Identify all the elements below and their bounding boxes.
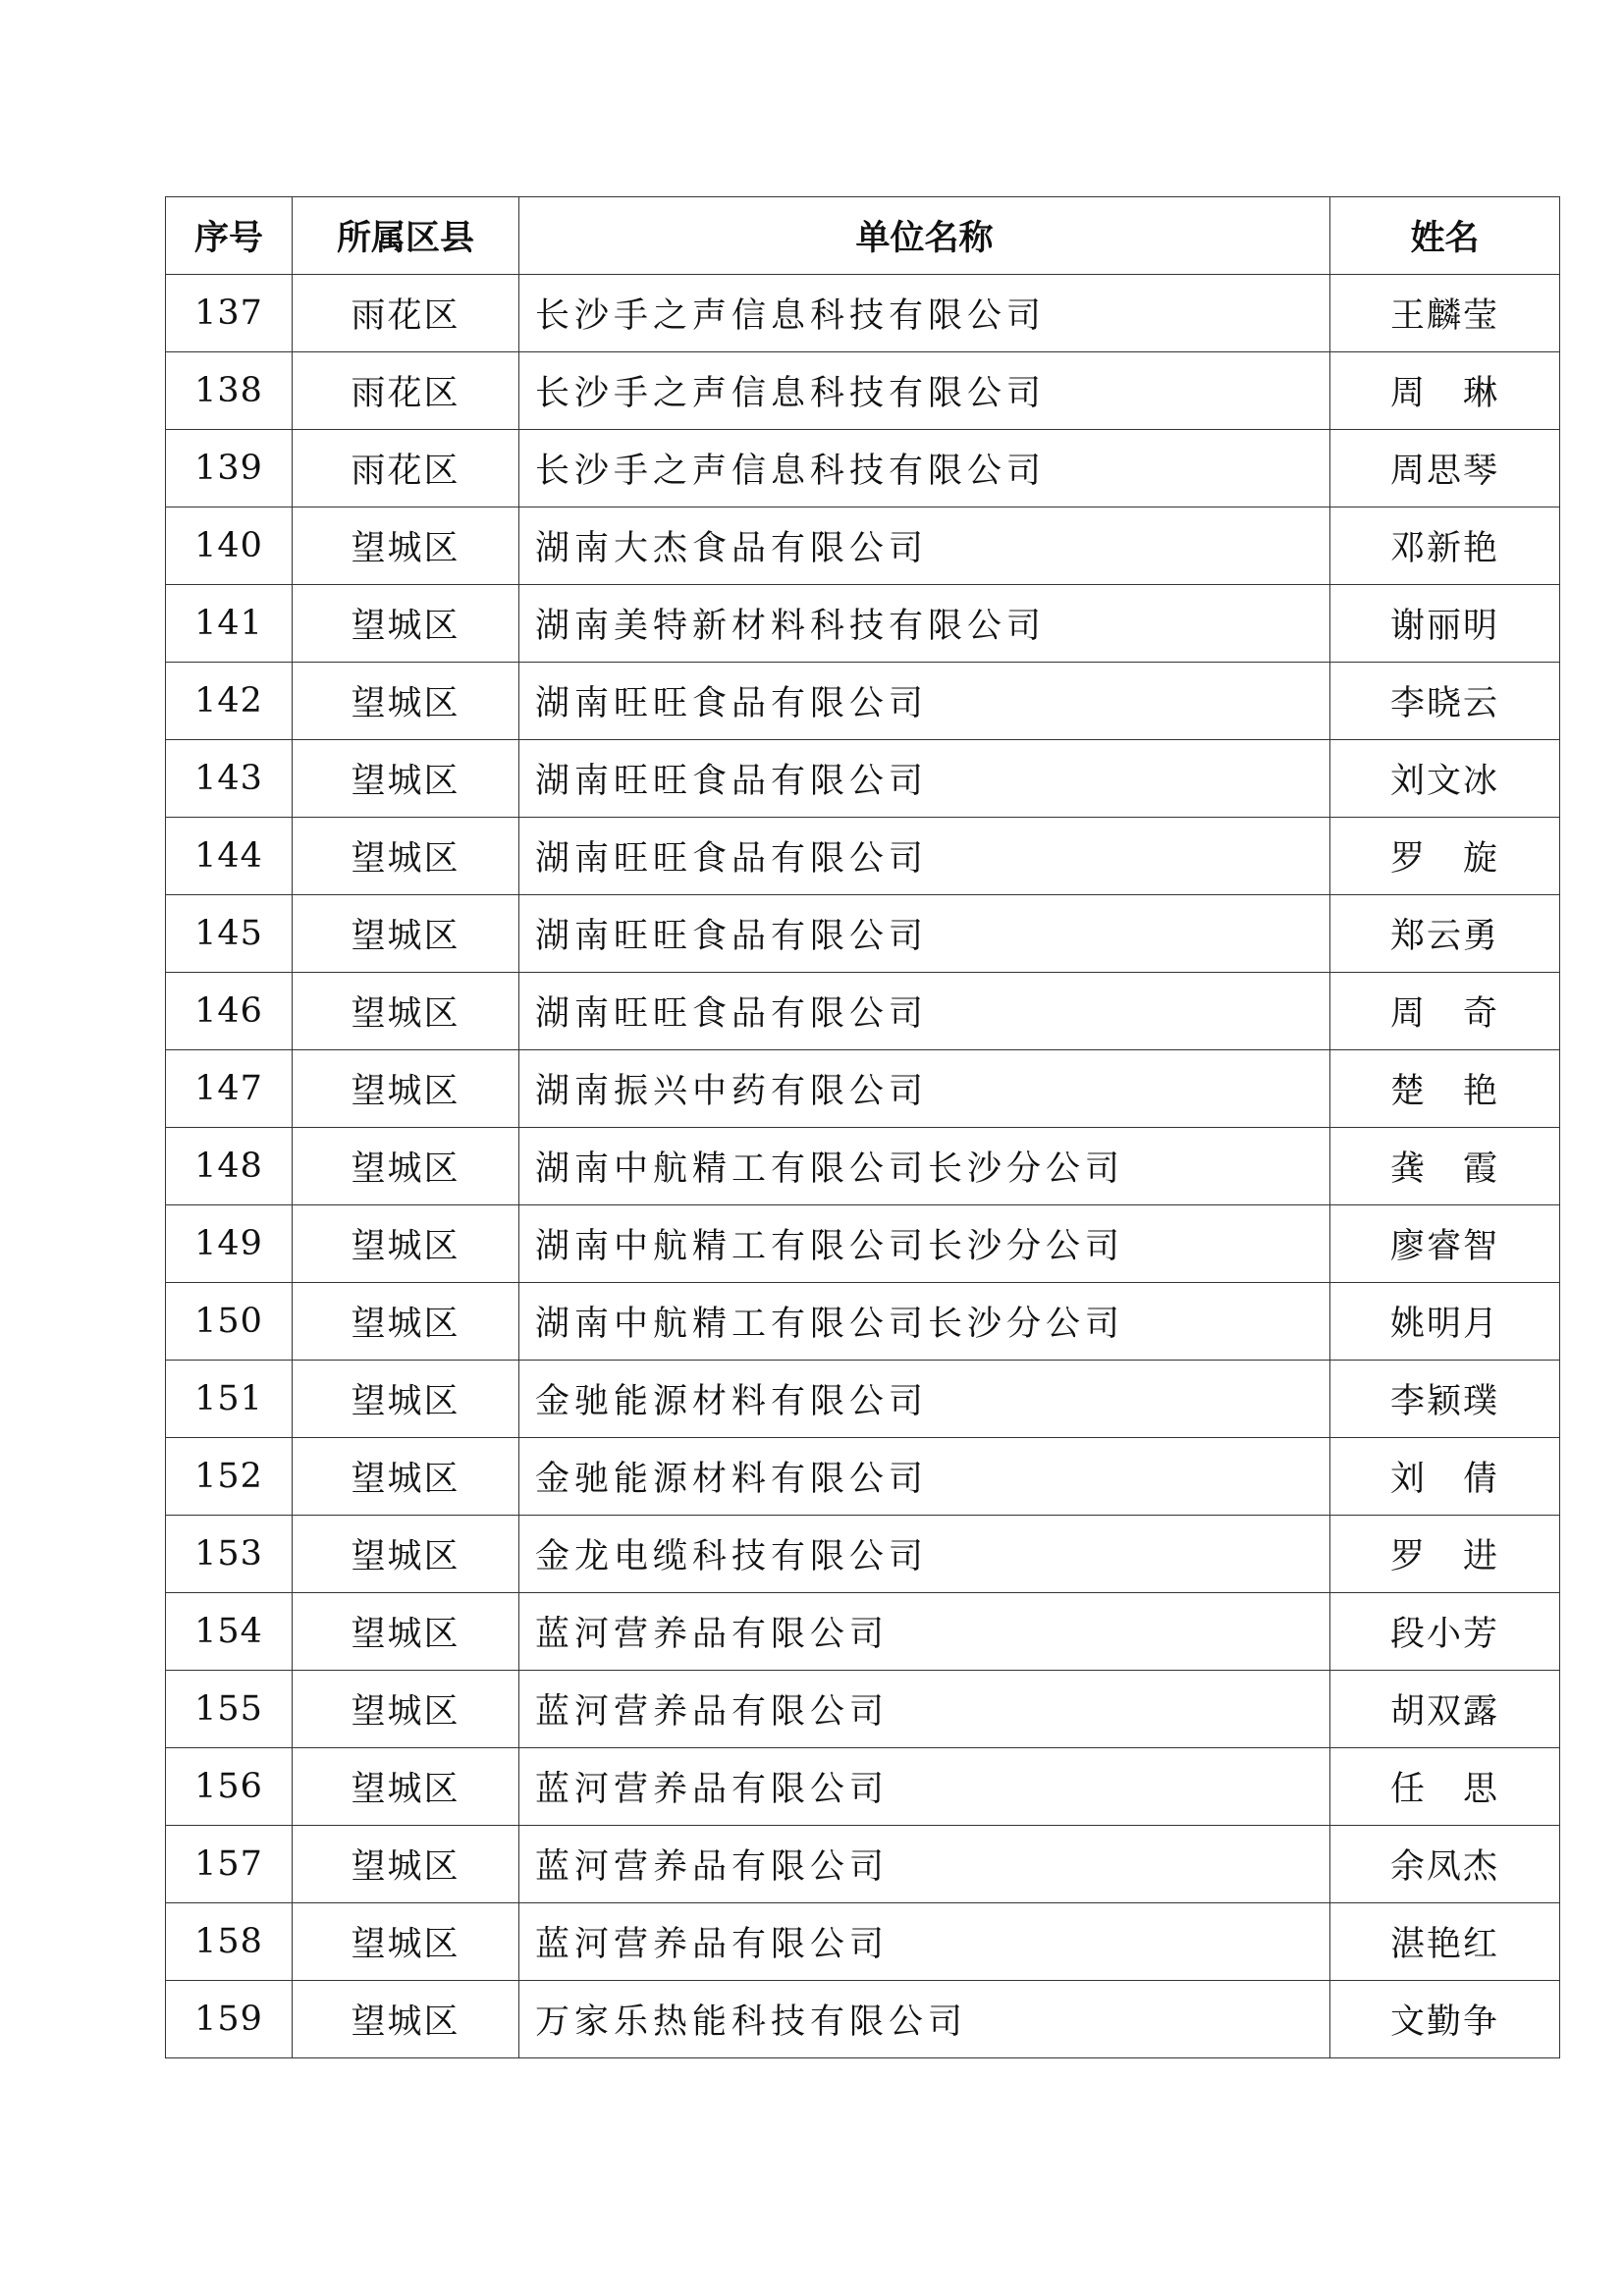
table-body bbox=[166, 275, 1560, 2058]
cell-unit: 湖南旺旺食品有限公司 bbox=[519, 895, 1330, 973]
cell-name: 周 琳 bbox=[1330, 352, 1560, 430]
cell-district: 雨花区 bbox=[293, 430, 519, 507]
cell-district: 望城区 bbox=[293, 1826, 519, 1903]
cell-name: 湛艳红 bbox=[1330, 1903, 1560, 1981]
cell-name: 李晓云 bbox=[1330, 663, 1560, 740]
table-row bbox=[166, 1050, 1560, 1128]
header-name: 姓名 bbox=[1330, 197, 1560, 275]
cell-district: 望城区 bbox=[293, 1748, 519, 1826]
cell-district: 望城区 bbox=[293, 663, 519, 740]
cell-unit: 金龙电缆科技有限公司 bbox=[519, 1516, 1330, 1593]
cell-district: 望城区 bbox=[293, 818, 519, 895]
cell-district: 望城区 bbox=[293, 1671, 519, 1748]
cell-unit: 长沙手之声信息科技有限公司 bbox=[519, 275, 1330, 352]
cell-district: 望城区 bbox=[293, 1050, 519, 1128]
cell-district: 雨花区 bbox=[293, 275, 519, 352]
table-row bbox=[166, 818, 1560, 895]
cell-num: 155 bbox=[166, 1671, 293, 1748]
cell-num: 157 bbox=[166, 1826, 293, 1903]
cell-district: 望城区 bbox=[293, 1438, 519, 1516]
cell-name: 周思琴 bbox=[1330, 430, 1560, 507]
cell-name: 任 思 bbox=[1330, 1748, 1560, 1826]
cell-num: 142 bbox=[166, 663, 293, 740]
table-row bbox=[166, 585, 1560, 663]
table-row bbox=[166, 895, 1560, 973]
cell-district: 望城区 bbox=[293, 1981, 519, 2058]
cell-num: 145 bbox=[166, 895, 293, 973]
table-row bbox=[166, 973, 1560, 1050]
table-row bbox=[166, 740, 1560, 818]
cell-num: 137 bbox=[166, 275, 293, 352]
cell-name: 邓新艳 bbox=[1330, 507, 1560, 585]
cell-num: 156 bbox=[166, 1748, 293, 1826]
cell-unit: 湖南旺旺食品有限公司 bbox=[519, 818, 1330, 895]
cell-district: 望城区 bbox=[293, 1361, 519, 1438]
cell-name: 段小芳 bbox=[1330, 1593, 1560, 1671]
cell-num: 159 bbox=[166, 1981, 293, 2058]
cell-unit: 湖南大杰食品有限公司 bbox=[519, 507, 1330, 585]
cell-unit: 蓝河营养品有限公司 bbox=[519, 1903, 1330, 1981]
cell-num: 139 bbox=[166, 430, 293, 507]
cell-unit: 金驰能源材料有限公司 bbox=[519, 1361, 1330, 1438]
table-row bbox=[166, 1826, 1560, 1903]
cell-unit: 蓝河营养品有限公司 bbox=[519, 1671, 1330, 1748]
cell-num: 141 bbox=[166, 585, 293, 663]
cell-name: 余凤杰 bbox=[1330, 1826, 1560, 1903]
personnel-table bbox=[165, 196, 1560, 2058]
cell-name: 王麟莹 bbox=[1330, 275, 1560, 352]
table-row bbox=[166, 1205, 1560, 1283]
cell-unit: 湖南旺旺食品有限公司 bbox=[519, 973, 1330, 1050]
table-row bbox=[166, 1593, 1560, 1671]
cell-unit: 金驰能源材料有限公司 bbox=[519, 1438, 1330, 1516]
cell-name: 廖睿智 bbox=[1330, 1205, 1560, 1283]
table-row bbox=[166, 1671, 1560, 1748]
table-row bbox=[166, 1748, 1560, 1826]
cell-num: 151 bbox=[166, 1361, 293, 1438]
cell-name: 龚 霞 bbox=[1330, 1128, 1560, 1205]
cell-name: 刘文冰 bbox=[1330, 740, 1560, 818]
cell-name: 谢丽明 bbox=[1330, 585, 1560, 663]
cell-unit: 蓝河营养品有限公司 bbox=[519, 1826, 1330, 1903]
cell-district: 雨花区 bbox=[293, 352, 519, 430]
table-row bbox=[166, 352, 1560, 430]
cell-district: 望城区 bbox=[293, 895, 519, 973]
table-row bbox=[166, 1438, 1560, 1516]
cell-district: 望城区 bbox=[293, 1283, 519, 1361]
header-district: 所属区县 bbox=[293, 197, 519, 275]
cell-num: 152 bbox=[166, 1438, 293, 1516]
table-row bbox=[166, 1283, 1560, 1361]
table-row bbox=[166, 1361, 1560, 1438]
cell-unit: 长沙手之声信息科技有限公司 bbox=[519, 352, 1330, 430]
cell-district: 望城区 bbox=[293, 1128, 519, 1205]
cell-num: 148 bbox=[166, 1128, 293, 1205]
cell-name: 楚 艳 bbox=[1330, 1050, 1560, 1128]
cell-district: 望城区 bbox=[293, 1516, 519, 1593]
cell-num: 149 bbox=[166, 1205, 293, 1283]
cell-district: 望城区 bbox=[293, 507, 519, 585]
cell-num: 146 bbox=[166, 973, 293, 1050]
cell-name: 文勤争 bbox=[1330, 1981, 1560, 2058]
cell-district: 望城区 bbox=[293, 1205, 519, 1283]
table-row bbox=[166, 1516, 1560, 1593]
cell-unit: 蓝河营养品有限公司 bbox=[519, 1593, 1330, 1671]
header-unit: 单位名称 bbox=[519, 197, 1330, 275]
table-row bbox=[166, 1903, 1560, 1981]
cell-unit: 湖南旺旺食品有限公司 bbox=[519, 663, 1330, 740]
cell-unit: 长沙手之声信息科技有限公司 bbox=[519, 430, 1330, 507]
cell-district: 望城区 bbox=[293, 740, 519, 818]
cell-name: 胡双露 bbox=[1330, 1671, 1560, 1748]
cell-num: 143 bbox=[166, 740, 293, 818]
cell-name: 李颖璞 bbox=[1330, 1361, 1560, 1438]
table-row bbox=[166, 663, 1560, 740]
cell-name: 周 奇 bbox=[1330, 973, 1560, 1050]
cell-unit: 湖南中航精工有限公司长沙分公司 bbox=[519, 1128, 1330, 1205]
cell-name: 罗 旋 bbox=[1330, 818, 1560, 895]
table-row bbox=[166, 1981, 1560, 2058]
cell-unit: 万家乐热能科技有限公司 bbox=[519, 1981, 1330, 2058]
table-header-row bbox=[166, 197, 1560, 275]
table-row bbox=[166, 507, 1560, 585]
table-row bbox=[166, 1128, 1560, 1205]
cell-num: 144 bbox=[166, 818, 293, 895]
cell-name: 郑云勇 bbox=[1330, 895, 1560, 973]
cell-district: 望城区 bbox=[293, 973, 519, 1050]
cell-name: 姚明月 bbox=[1330, 1283, 1560, 1361]
cell-district: 望城区 bbox=[293, 585, 519, 663]
cell-num: 138 bbox=[166, 352, 293, 430]
cell-num: 140 bbox=[166, 507, 293, 585]
cell-unit: 湖南中航精工有限公司长沙分公司 bbox=[519, 1205, 1330, 1283]
cell-unit: 湖南中航精工有限公司长沙分公司 bbox=[519, 1283, 1330, 1361]
cell-num: 147 bbox=[166, 1050, 293, 1128]
cell-name: 刘 倩 bbox=[1330, 1438, 1560, 1516]
cell-district: 望城区 bbox=[293, 1593, 519, 1671]
cell-district: 望城区 bbox=[293, 1903, 519, 1981]
table-row bbox=[166, 275, 1560, 352]
header-num: 序号 bbox=[166, 197, 293, 275]
cell-unit: 湖南旺旺食品有限公司 bbox=[519, 740, 1330, 818]
cell-num: 153 bbox=[166, 1516, 293, 1593]
cell-num: 158 bbox=[166, 1903, 293, 1981]
cell-num: 150 bbox=[166, 1283, 293, 1361]
cell-unit: 湖南美特新材料科技有限公司 bbox=[519, 585, 1330, 663]
cell-name: 罗 进 bbox=[1330, 1516, 1560, 1593]
cell-num: 154 bbox=[166, 1593, 293, 1671]
table-row bbox=[166, 430, 1560, 507]
cell-unit: 湖南振兴中药有限公司 bbox=[519, 1050, 1330, 1128]
cell-unit: 蓝河营养品有限公司 bbox=[519, 1748, 1330, 1826]
